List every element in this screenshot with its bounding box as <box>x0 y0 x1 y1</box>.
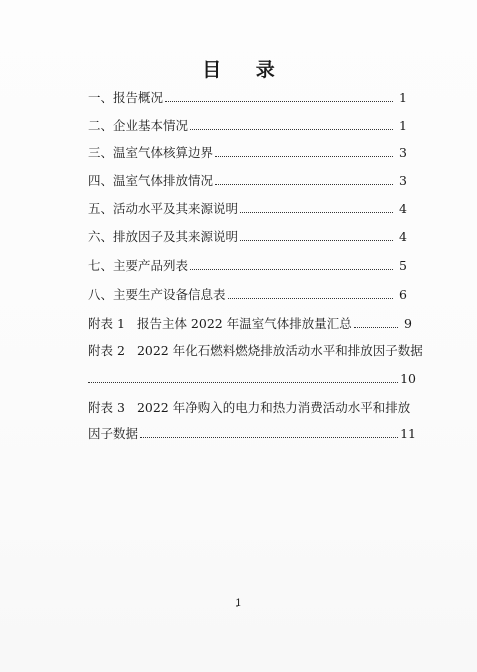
page-title: 目 录 <box>202 59 289 81</box>
leader-dots <box>140 437 398 438</box>
toc-entry[interactable] <box>88 258 407 274</box>
toc-entry-label: 八、主要生产设备信息表 <box>88 287 226 302</box>
toc-page-number: 4 <box>399 229 407 244</box>
leader-dots <box>88 382 398 383</box>
toc-page-number: 4 <box>399 201 407 216</box>
toc-entry[interactable] <box>88 229 407 245</box>
leader-dots <box>228 298 393 299</box>
toc-page-number: 11 <box>400 426 416 441</box>
leader-dots <box>190 269 393 270</box>
appendix-label: 附表 3 <box>88 400 125 415</box>
leader-dots <box>240 212 393 213</box>
toc-entry[interactable] <box>88 145 407 161</box>
toc-appendix-leader[interactable] <box>88 426 416 442</box>
toc-appendix-heading[interactable] <box>88 343 423 359</box>
toc-entry-label: 六、排放因子及其来源说明 <box>88 229 239 244</box>
toc-entry-label: 四、温室气体排放情况 <box>88 173 214 188</box>
toc-entry-label: 五、活动水平及其来源说明 <box>88 201 239 216</box>
appendix-label: 附表 1 <box>88 316 125 331</box>
toc-entry[interactable] <box>88 201 407 217</box>
toc-page-number: 1 <box>399 118 407 133</box>
appendix-title: 2022 年化石燃料燃烧排放活动水平和排放因子数据 <box>136 343 423 358</box>
toc-entry-label: 二、企业基本情况 <box>88 118 189 133</box>
toc-page-number: 10 <box>400 371 416 386</box>
appendix-title-line2: 因子数据 <box>88 426 139 441</box>
appendix-title: 报告主体 2022 年温室气体排放量汇总 <box>136 316 352 331</box>
toc-page-number: 5 <box>399 258 407 273</box>
toc-entry-label: 一、报告概况 <box>88 90 164 105</box>
toc-appendix-entry[interactable] <box>88 316 412 332</box>
toc-entry[interactable] <box>88 90 407 106</box>
toc-appendix-heading[interactable] <box>88 400 410 416</box>
toc-page-number: 9 <box>404 316 412 331</box>
leader-dots <box>215 156 393 157</box>
footer-page-number: 1 <box>235 598 242 609</box>
leader-dots <box>190 129 393 130</box>
toc-entry[interactable] <box>88 287 407 303</box>
leader-dots <box>165 101 393 102</box>
toc-entry[interactable] <box>88 173 407 189</box>
leader-dots <box>240 240 393 241</box>
appendix-title-line1: 2022 年净购入的电力和热力消费活动水平和排放 <box>136 400 411 415</box>
toc-page-number: 1 <box>399 90 407 105</box>
toc-entry-label: 三、温室气体核算边界 <box>88 145 214 160</box>
leader-dots <box>215 184 393 185</box>
toc-page-number: 3 <box>399 145 407 160</box>
toc-entry-label: 七、主要产品列表 <box>88 258 189 273</box>
toc-page-number: 6 <box>399 287 407 302</box>
toc-page-number: 3 <box>399 173 407 188</box>
toc-appendix-leader[interactable] <box>88 371 416 387</box>
leader-dots <box>354 327 398 328</box>
toc-entry[interactable] <box>88 118 407 134</box>
appendix-label: 附表 2 <box>88 343 125 358</box>
